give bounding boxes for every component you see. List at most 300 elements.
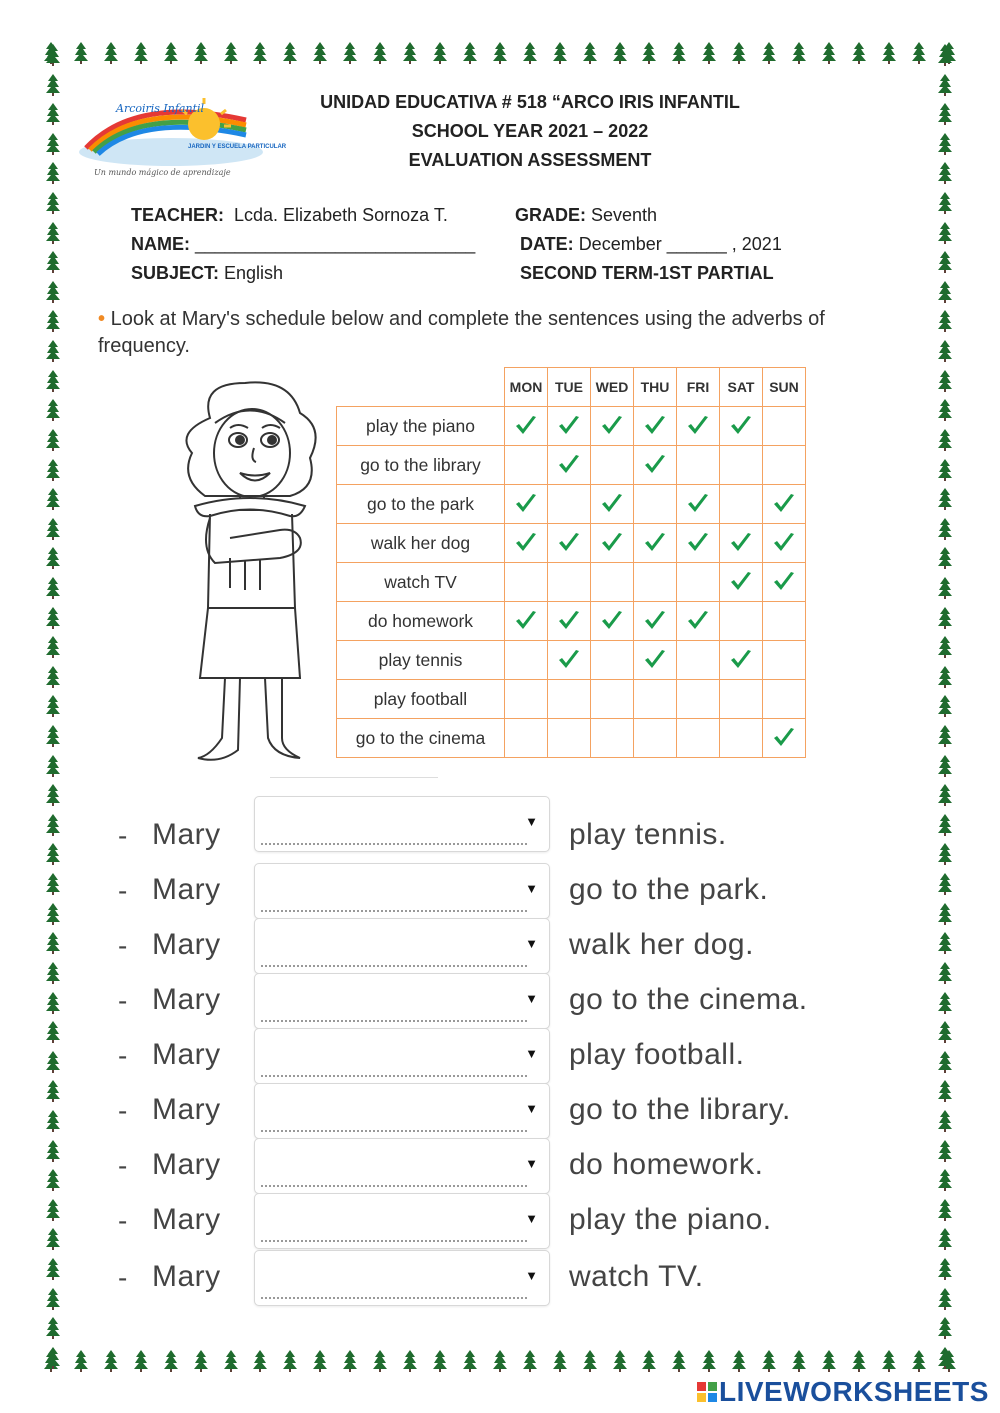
instruction-text: Look at Mary's schedule below and complete the sentences using the adverbs of frequency. <box>98 308 825 357</box>
activity-label: watch TV <box>337 563 505 602</box>
sentence-dash: - <box>118 820 128 851</box>
dropdown-blank <box>261 1075 527 1077</box>
tree-icon <box>822 1350 836 1377</box>
sentence-dash: - <box>118 1095 128 1126</box>
svg-text:Arcoiris Infantil: Arcoiris Infantil <box>116 102 205 115</box>
sentence-ending: go to the park. <box>569 873 769 906</box>
schedule-cell <box>634 524 677 563</box>
dropdown-blank <box>261 1185 527 1187</box>
tree-icon <box>46 429 60 456</box>
check-icon <box>513 534 539 551</box>
sentence-subject: Mary <box>152 1203 221 1236</box>
schedule-cell <box>505 641 548 680</box>
schedule-cell <box>548 641 591 680</box>
schedule-cell <box>720 407 763 446</box>
schedule-cell <box>677 641 720 680</box>
schedule-cell <box>505 719 548 758</box>
tree-icon <box>46 340 60 367</box>
svg-text:Un mundo mágico de aprendizaje: Un mundo mágico de aprendizaje <box>94 168 231 177</box>
term-line <box>520 263 774 284</box>
check-icon <box>556 651 582 668</box>
schedule-cell <box>591 719 634 758</box>
date-label: DATE: <box>520 234 574 254</box>
activity-label: play tennis <box>337 641 505 680</box>
schedule-cell <box>505 563 548 602</box>
tree-icon <box>46 459 60 486</box>
tree-icon <box>134 1350 148 1377</box>
tree-icon <box>224 42 238 69</box>
subject-line <box>131 263 283 284</box>
schedule-cell <box>720 602 763 641</box>
schedule-row <box>337 719 806 758</box>
sentence-ending: walk her dog. <box>569 928 754 961</box>
dropdown-blank <box>261 1020 527 1022</box>
schedule-cell <box>548 524 591 563</box>
sentence-ending: do homework. <box>569 1148 764 1181</box>
tree-icon <box>46 281 60 308</box>
schedule-cell <box>763 407 806 446</box>
sentence-ending: play tennis. <box>569 818 727 851</box>
check-icon <box>685 417 711 434</box>
adverb-dropdown[interactable] <box>254 1250 550 1306</box>
tree-icon <box>938 429 952 456</box>
subject-value: English <box>224 263 284 283</box>
sentence-row <box>0 863 1000 918</box>
tree-icon <box>938 459 952 486</box>
tree-icon <box>938 103 952 130</box>
tree-icon <box>463 42 477 69</box>
sentence-row <box>0 1193 1000 1248</box>
instruction <box>98 306 858 360</box>
schedule-cell <box>634 563 677 602</box>
tree-icon <box>938 340 952 367</box>
sentence-ending: watch TV. <box>569 1260 704 1293</box>
tree-icon <box>822 42 836 69</box>
schedule-cell <box>591 602 634 641</box>
check-icon <box>556 534 582 551</box>
tree-icon <box>672 1350 686 1377</box>
schedule-header-row <box>337 368 806 407</box>
tree-icon <box>938 222 952 249</box>
schedule-cell <box>763 446 806 485</box>
schedule-cell <box>591 641 634 680</box>
schedule-cell <box>677 563 720 602</box>
adverb-dropdown[interactable] <box>254 1193 550 1249</box>
tree-icon <box>46 222 60 249</box>
caret-down-icon: ▼ <box>525 814 538 829</box>
schedule-cell <box>505 485 548 524</box>
caret-down-icon: ▼ <box>525 991 538 1006</box>
school-name: UNIDAD EDUCATIVA # 518 “ARCO IRIS INFANTIL <box>320 92 740 112</box>
activity-label: go to the park <box>337 485 505 524</box>
schedule-cell <box>677 602 720 641</box>
activity-label: play football <box>337 680 505 719</box>
schedule-cell <box>548 563 591 602</box>
tree-icon <box>523 42 537 69</box>
activity-label: go to the cinema <box>337 719 505 758</box>
tree-icon <box>313 1350 327 1377</box>
check-icon <box>685 495 711 512</box>
schedule-cell <box>591 680 634 719</box>
sentence-ending: play the piano. <box>569 1203 772 1236</box>
adverb-dropdown[interactable] <box>254 796 550 852</box>
schedule-cell <box>591 407 634 446</box>
tree-icon <box>938 251 952 278</box>
adverb-dropdown[interactable] <box>254 918 550 974</box>
activity-label: go to the library <box>337 446 505 485</box>
schedule-row <box>337 446 806 485</box>
check-icon <box>642 456 668 473</box>
tree-icon <box>938 44 952 71</box>
sentence-dash: - <box>118 985 128 1016</box>
tree-icon <box>46 251 60 278</box>
sentence-subject: Mary <box>152 983 221 1016</box>
tree-icon <box>672 42 686 69</box>
teacher-value: Lcda. Elizabeth Sornoza T. <box>234 205 448 225</box>
tree-icon <box>134 42 148 69</box>
schedule-cell <box>634 485 677 524</box>
tree-icon <box>553 1350 567 1377</box>
header <box>230 88 830 175</box>
schedule-cell <box>677 485 720 524</box>
sentence-subject: Mary <box>152 1093 221 1126</box>
sentence-dash: - <box>118 1150 128 1181</box>
schedule-cell <box>763 563 806 602</box>
tree-icon <box>938 281 952 308</box>
schedule-cell <box>677 719 720 758</box>
tree-icon <box>46 695 60 722</box>
tree-icon <box>433 1350 447 1377</box>
tree-icon <box>583 42 597 69</box>
tree-icon <box>493 1350 507 1377</box>
dropdown-blank <box>261 1297 527 1299</box>
tree-icon <box>938 725 952 752</box>
border-bottom <box>44 1350 956 1377</box>
name-line <box>131 234 475 255</box>
tree-icon <box>938 399 952 426</box>
tree-icon <box>642 42 656 69</box>
tree-icon <box>938 74 952 101</box>
tree-icon <box>433 42 447 69</box>
date-value: December ______ , 2021 <box>578 234 782 254</box>
schedule-cell <box>763 524 806 563</box>
check-icon <box>513 612 539 629</box>
divider <box>270 777 438 786</box>
check-icon <box>513 495 539 512</box>
tree-icon <box>313 42 327 69</box>
brand-icon <box>697 1382 717 1402</box>
check-icon <box>642 534 668 551</box>
tree-icon <box>74 1350 88 1377</box>
tree-icon <box>852 42 866 69</box>
tree-icon <box>642 1350 656 1377</box>
schedule-cell <box>634 407 677 446</box>
tree-icon <box>46 310 60 337</box>
tree-icon <box>523 1350 537 1377</box>
schedule-cell <box>548 407 591 446</box>
schedule-cell <box>591 446 634 485</box>
caret-down-icon: ▼ <box>525 1211 538 1226</box>
tree-icon <box>403 42 417 69</box>
name-value: ____________________________ <box>195 234 476 254</box>
tree-icon <box>253 1350 267 1377</box>
brand-logo <box>697 1376 989 1408</box>
check-icon <box>728 651 754 668</box>
girl-illustration <box>170 378 335 768</box>
sentence-subject: Mary <box>152 928 221 961</box>
schedule-row <box>337 641 806 680</box>
check-icon <box>771 729 797 746</box>
schedule-cell <box>548 680 591 719</box>
day-header: MON <box>505 368 548 407</box>
tree-icon <box>403 1350 417 1377</box>
check-icon <box>728 573 754 590</box>
check-icon <box>728 534 754 551</box>
schedule-cell <box>720 563 763 602</box>
tree-icon <box>46 133 60 160</box>
grade-line <box>515 205 657 226</box>
sentence-ending: play football. <box>569 1038 745 1071</box>
tree-icon <box>938 162 952 189</box>
schedule-cell <box>677 680 720 719</box>
schedule-cell <box>548 485 591 524</box>
tree-icon <box>732 42 746 69</box>
schedule-cell <box>677 407 720 446</box>
sentence-row <box>0 1250 1000 1305</box>
tree-icon <box>104 42 118 69</box>
caret-down-icon: ▼ <box>525 1101 538 1116</box>
tree-icon <box>583 1350 597 1377</box>
sentence-row <box>0 1138 1000 1193</box>
tree-icon <box>46 488 60 515</box>
check-icon <box>642 417 668 434</box>
schedule-cell <box>763 602 806 641</box>
check-icon <box>771 573 797 590</box>
grade-label: GRADE: <box>515 205 586 225</box>
adverb-dropdown[interactable] <box>254 1083 550 1139</box>
day-header: THU <box>634 368 677 407</box>
tree-icon <box>46 577 60 604</box>
check-icon <box>728 417 754 434</box>
day-header: SUN <box>763 368 806 407</box>
schedule-cell <box>634 446 677 485</box>
sentence-dash: - <box>118 1262 128 1293</box>
schedule-row <box>337 563 806 602</box>
tree-icon <box>852 1350 866 1377</box>
adverb-dropdown[interactable] <box>254 863 550 919</box>
sentence-row <box>0 973 1000 1028</box>
sentence-ending: go to the library. <box>569 1093 791 1126</box>
schedule-cell <box>634 680 677 719</box>
schedule-cell <box>634 602 677 641</box>
schedule-cell <box>505 602 548 641</box>
tree-icon <box>194 1350 208 1377</box>
adverb-dropdown[interactable] <box>254 1138 550 1194</box>
tree-icon <box>224 1350 238 1377</box>
teacher-label: TEACHER: <box>131 205 224 225</box>
sentence-dash: - <box>118 930 128 961</box>
tree-icon <box>938 370 952 397</box>
teacher-line <box>131 205 448 226</box>
subject-label: SUBJECT: <box>131 263 220 283</box>
grade-value: Seventh <box>591 205 658 225</box>
tree-icon <box>493 42 507 69</box>
tree-icon <box>46 755 60 782</box>
tree-icon <box>46 666 60 693</box>
assessment-title: EVALUATION ASSESSMENT <box>408 150 652 170</box>
tree-icon <box>164 1350 178 1377</box>
schedule-row <box>337 485 806 524</box>
term-label: SECOND TERM-1ST PARTIAL <box>520 263 774 283</box>
tree-icon <box>373 42 387 69</box>
bullet-icon: • <box>98 308 106 330</box>
tree-icon <box>46 725 60 752</box>
tree-icon <box>702 1350 716 1377</box>
schedule-cell <box>677 446 720 485</box>
tree-icon <box>104 1350 118 1377</box>
schedule-cell <box>548 602 591 641</box>
schedule-cell <box>720 524 763 563</box>
tree-icon <box>194 42 208 69</box>
check-icon <box>599 495 625 512</box>
schedule-cell <box>720 641 763 680</box>
check-icon <box>599 417 625 434</box>
tree-icon <box>762 1350 776 1377</box>
check-icon <box>556 417 582 434</box>
check-icon <box>685 612 711 629</box>
schedule-cell <box>548 446 591 485</box>
sentence-dash: - <box>118 1205 128 1236</box>
dropdown-blank <box>261 1240 527 1242</box>
tree-icon <box>46 370 60 397</box>
sentence-row <box>0 918 1000 973</box>
tree-icon <box>46 399 60 426</box>
tree-icon <box>912 1350 926 1377</box>
sentence-subject: Mary <box>152 1260 221 1293</box>
schedule-cell <box>505 524 548 563</box>
schedule-corner <box>337 368 505 407</box>
tree-icon <box>938 666 952 693</box>
dropdown-blank <box>261 1130 527 1132</box>
tree-icon <box>938 488 952 515</box>
tree-icon <box>46 103 60 130</box>
schedule-cell <box>677 524 720 563</box>
schedule-cell <box>505 446 548 485</box>
schedule-cell <box>591 485 634 524</box>
schedule-cell <box>505 407 548 446</box>
schedule-row <box>337 524 806 563</box>
tree-icon <box>46 607 60 634</box>
day-header: TUE <box>548 368 591 407</box>
schedule-cell <box>763 485 806 524</box>
check-icon <box>556 612 582 629</box>
tree-icon <box>938 636 952 663</box>
sentence-subject: Mary <box>152 818 221 851</box>
tree-icon <box>283 1350 297 1377</box>
check-icon <box>599 612 625 629</box>
schedule-cell <box>591 563 634 602</box>
adverb-dropdown[interactable] <box>254 973 550 1029</box>
adverb-dropdown[interactable] <box>254 1028 550 1084</box>
tree-icon <box>938 133 952 160</box>
tree-icon <box>46 1347 60 1374</box>
check-icon <box>771 534 797 551</box>
tree-icon <box>792 42 806 69</box>
tree-icon <box>343 42 357 69</box>
schedule-cell <box>763 641 806 680</box>
sentence-ending: go to the cinema. <box>569 983 808 1016</box>
sentence-subject: Mary <box>152 1038 221 1071</box>
activity-label: play the piano <box>337 407 505 446</box>
caret-down-icon: ▼ <box>525 1268 538 1283</box>
tree-icon <box>882 42 896 69</box>
tree-icon <box>46 162 60 189</box>
sentence-row <box>0 808 1000 863</box>
tree-icon <box>46 636 60 663</box>
schedule-cell <box>548 719 591 758</box>
day-header: SAT <box>720 368 763 407</box>
border-top <box>44 42 956 69</box>
tree-icon <box>938 310 952 337</box>
tree-icon <box>912 42 926 69</box>
caret-down-icon: ▼ <box>525 881 538 896</box>
check-icon <box>685 534 711 551</box>
check-icon <box>642 612 668 629</box>
tree-icon <box>164 42 178 69</box>
tree-icon <box>938 1317 952 1344</box>
schedule-table <box>336 367 806 758</box>
tree-icon <box>792 1350 806 1377</box>
tree-icon <box>74 42 88 69</box>
name-label: NAME: <box>131 234 190 254</box>
tree-icon <box>46 192 60 219</box>
tree-icon <box>373 1350 387 1377</box>
tree-icon <box>46 44 60 71</box>
caret-down-icon: ▼ <box>525 1156 538 1171</box>
day-header: WED <box>591 368 634 407</box>
tree-icon <box>938 547 952 574</box>
tree-icon <box>613 1350 627 1377</box>
sentence-subject: Mary <box>152 873 221 906</box>
sentence-dash: - <box>118 875 128 906</box>
schedule-cell <box>591 524 634 563</box>
tree-icon <box>732 1350 746 1377</box>
svg-text:JARDIN Y ESCUELA PARTICULAR: JARDIN Y ESCUELA PARTICULAR <box>188 144 287 150</box>
schedule-row <box>337 680 806 719</box>
tree-icon <box>46 1317 60 1344</box>
sentence-subject: Mary <box>152 1148 221 1181</box>
activity-label: do homework <box>337 602 505 641</box>
dropdown-blank <box>261 965 527 967</box>
activity-label: walk her dog <box>337 524 505 563</box>
tree-icon <box>253 42 267 69</box>
check-icon <box>642 651 668 668</box>
tree-icon <box>938 192 952 219</box>
tree-icon <box>283 42 297 69</box>
caret-down-icon: ▼ <box>525 1046 538 1061</box>
schedule-row <box>337 407 806 446</box>
sentence-row <box>0 1028 1000 1083</box>
tree-icon <box>938 577 952 604</box>
schedule-cell <box>505 680 548 719</box>
check-icon <box>771 495 797 512</box>
tree-icon <box>882 1350 896 1377</box>
tree-icon <box>938 518 952 545</box>
schedule-cell <box>720 485 763 524</box>
sentence-row <box>0 1083 1000 1138</box>
tree-icon <box>702 42 716 69</box>
date-line <box>520 234 782 255</box>
